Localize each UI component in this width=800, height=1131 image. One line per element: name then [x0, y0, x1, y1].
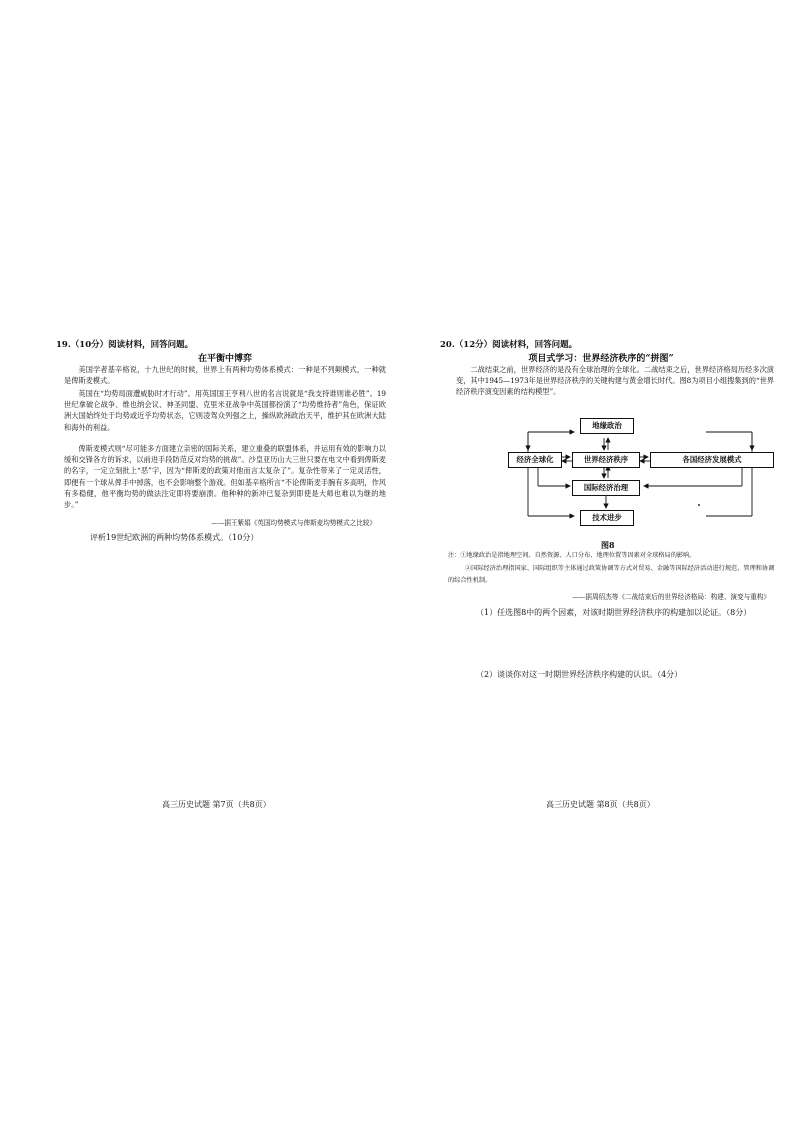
node-economic-globalization: 经济全球化: [508, 452, 562, 468]
right-page: [400, 0, 800, 1131]
note-2: ②国际经济治理指国家、国际组织等主体通过政策协调等方式对贸易、金融等国际经济活动进行规范、管理和协调的综合性机制。: [448, 565, 775, 585]
paragraph-3: 俾斯麦模式则“尽可能多方面建立亲密的国际关系，建立重叠的联盟体系，并运用有效的影响力以缓和交锋各方的诉求，以前进手段防范反对均势的挑战”。沙皇亚历山大三世只要在电文中看到俾斯麦的名字，一定立刻批上“恶”字，因为“俾斯麦的政策对他而言太复杂了”。复杂性带来了一定灵活性，即便有一个球从俾手中掉落，也不会影响整个游戏。但如基辛格所言“不论俾斯麦手腕有多高明，作风有多稳健，他平衡均势的做法注定即将要崩溃。他种种的新冲已复杂到即使是大师也难以为继的地步。”: [64, 444, 386, 510]
material-title: 在平衡中博弈: [197, 354, 252, 364]
diagram-arrows: [508, 412, 772, 536]
paragraph-1: 美国学者基辛格说，十九世纪的时候，世界上有两种均势体系模式：一种是不列颠模式，一种就是俾斯麦模式。: [64, 365, 386, 386]
source-citation: ——据周绍杰等《二战结束后的世界经济格局：构建、演变与重构》: [572, 593, 770, 601]
node-world-economic-order: 世界经济秩序: [572, 452, 640, 468]
page-footer-8: 高三历史试题 第8页（共8页）: [546, 800, 655, 809]
stray-mark: [698, 504, 700, 506]
page-footer-7: 高三历史试题 第7页（共8页）: [162, 800, 271, 809]
question-19-header: 19.（10分）阅读材料，回答问题。: [56, 340, 194, 350]
question-19-task: 评析19世纪欧洲的两种均势体系模式。（10分）: [90, 533, 259, 542]
node-geopolitics: 地缘政治: [580, 418, 634, 434]
node-national-development-modes: 各国经济发展模式: [650, 452, 774, 468]
source-citation: ——据王紫娟《英国均势模式与俾斯麦均势模式之比较》: [211, 519, 376, 527]
material-title: 项目式学习：世界经济秩序的“拼图”: [528, 354, 674, 364]
question-20-task-1: （1）任选图8中的两个因素，对该时期世界经济秩序的构建加以论证。（8分）: [476, 608, 752, 617]
paragraph-2: 英国在“均势局面遭威胁时才行动”。用英国国王亨利八世的名言说就是“我支持谁则谁必胜”。19世纪拿破仑战争、维也纳会议、神圣同盟、克里米亚战争中英国都扮演了“均势维持者”角色，保证欧洲大国始终处于均势或近乎均势状态，它则凌驾众列强之上，操纵欧洲政治天平，维护其在欧洲大陆和海外的利益。: [64, 389, 386, 432]
node-international-governance: 国际经济治理: [572, 480, 640, 496]
question-20-task-2: （2）谈谈你对这一时期世界经济秩序构建的认识。（4分）: [476, 670, 683, 679]
structure-diagram: [508, 412, 772, 536]
node-technological-progress: 技术进步: [580, 510, 634, 526]
question-20-header: 20.（12分）阅读材料，回答问题。: [440, 340, 578, 350]
note-1: 注：①地缘政治是指地理空间、自然资源、人口分布、地理位置等因素对全球格局的影响。: [448, 552, 696, 559]
figure-caption: 图8: [601, 540, 615, 550]
intro-paragraph: 二战结束之前，世界经济的是没有全球治理的全球化。二战结束之后，世界经济格局历经多次演变，其中1945—1973年是世界经济秩序的关键构建与黄金增长时代。图8为项目小组搜集到的“世界经济秩序演变因素的结构模型”。: [456, 365, 774, 397]
